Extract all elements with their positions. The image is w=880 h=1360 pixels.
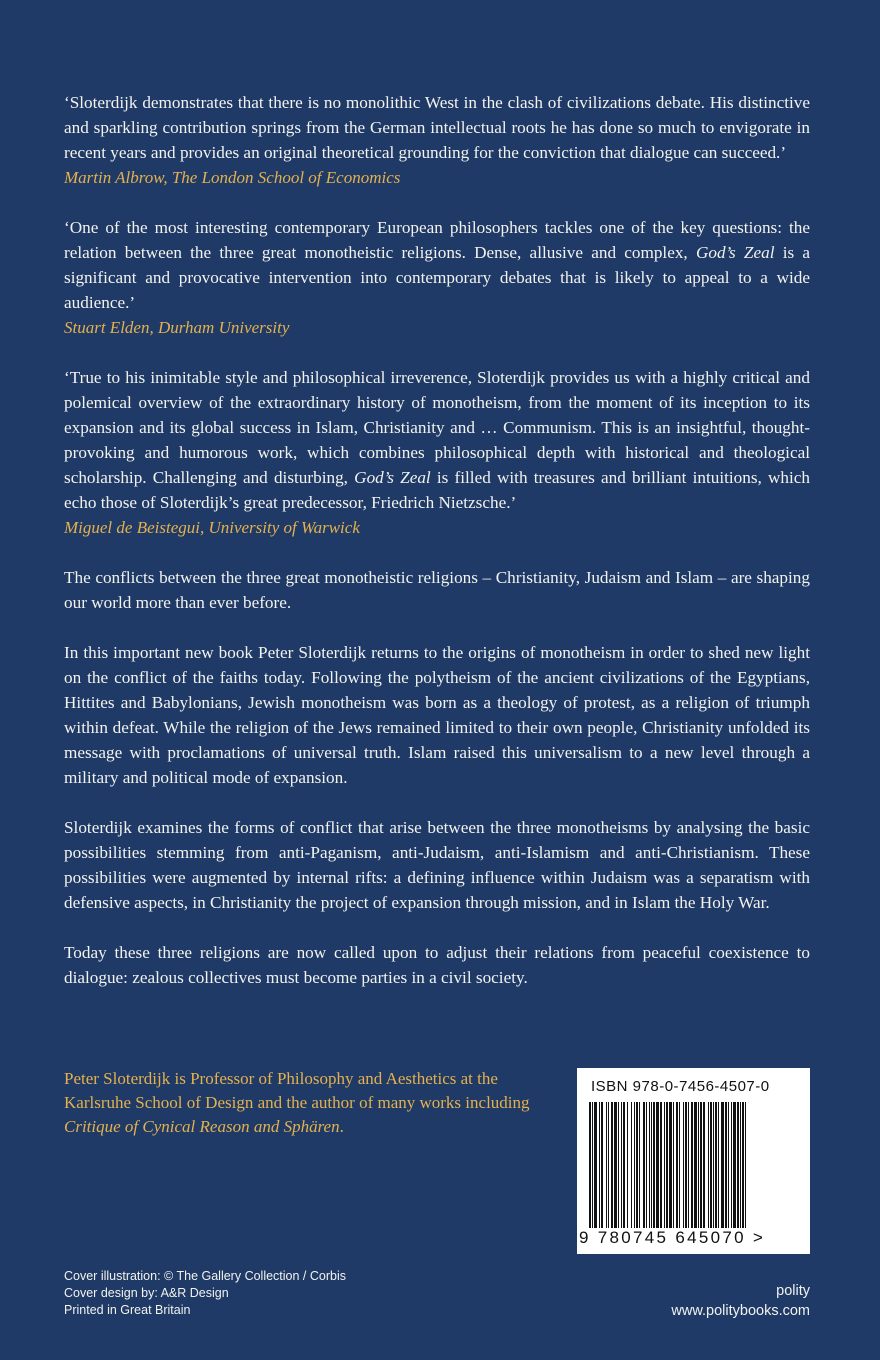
back-cover-text — [64, 90, 810, 1015]
barcode-bar — [618, 1102, 619, 1228]
barcode-bar — [656, 1102, 659, 1228]
barcode-bar — [634, 1102, 635, 1228]
barcode-bar — [740, 1102, 741, 1228]
bio-text: Peter Sloterdijk is Professor of Philosophy and Aesthetics at the Karlsruhe School of Design and the author of many works including — [64, 1069, 530, 1112]
barcode-bar — [631, 1102, 632, 1228]
barcode-bar — [683, 1102, 684, 1228]
barcode-bar — [691, 1102, 693, 1228]
barcode-bar — [742, 1102, 744, 1228]
barcode-bar — [710, 1102, 712, 1228]
credit-printed: Printed in Great Britain — [64, 1303, 191, 1317]
description-paragraph-3 — [64, 815, 810, 915]
barcode-bar — [621, 1102, 622, 1228]
barcode-digits: 9 780745 645070 > — [579, 1228, 766, 1247]
barcode-bar — [715, 1102, 717, 1228]
quote-text-part: is filled with treasures and brilliant intuitions, which echo those of Sloterdijk’s great predecessor, Friedrich Nietzsche.’ — [64, 468, 810, 512]
review-quote-2 — [64, 215, 810, 340]
barcode-bar — [594, 1102, 597, 1228]
publisher-name: polity — [776, 1283, 810, 1299]
description-paragraph-2 — [64, 640, 810, 790]
quote-text — [64, 365, 810, 515]
barcode-bar — [676, 1102, 678, 1228]
barcode-bar — [653, 1102, 655, 1228]
barcode-bar — [673, 1102, 674, 1228]
quote-text — [64, 90, 810, 165]
barcode-bar — [660, 1102, 662, 1228]
quote-attribution: Stuart Elden, Durham University — [64, 318, 290, 337]
quote-text-part: is a significant and provocative intervention into contemporary debates that is likely to appeal to a wide audience.’ — [64, 243, 810, 312]
bio-end: . — [339, 1117, 344, 1136]
quote-attribution: Martin Albrow, The London School of Economics — [64, 168, 401, 187]
barcode-bar — [592, 1102, 593, 1228]
barcode-bar — [718, 1102, 719, 1228]
barcode-bar — [669, 1102, 672, 1228]
credit-design: Cover design by: A&R Design — [64, 1286, 229, 1300]
author-bio — [64, 1067, 564, 1139]
book-title: God’s Zeal — [695, 243, 775, 262]
barcode-bar — [666, 1102, 668, 1228]
barcode-bar — [608, 1102, 609, 1228]
bio-works: Critique of Cynical Reason and Sphären — [64, 1117, 340, 1136]
quote-text-part: ‘One of the most interesting contemporary European philosophers tackles one of the key questions: the relation between the three great monotheistic religions. Dense, allusive and complex, — [64, 218, 810, 262]
barcode-bar — [611, 1102, 613, 1228]
quote-attribution: Miguel de Beistegui, University of Warwick — [64, 518, 360, 537]
barcode-bar — [649, 1102, 650, 1228]
quote-text-part: ‘Sloterdijk demonstrates that there is no monolithic West in the clash of civilizations debate. His distinctive and sparkling contribution springs from the German intellectual roots he has done so much to envigorate in recent years and provides an original theoretical grounding for the conviction that dialogue can succeed.’ — [64, 93, 810, 162]
barcode-bar — [614, 1102, 617, 1228]
credit-illustration: Cover illustration: © The Gallery Collection / Corbis — [64, 1269, 347, 1283]
paragraph-text: Sloterdijk examines the forms of conflict that arise between the three monotheisms by analysing the basic possibilities stemming from anti-Paganism, anti-Judaism, anti-Islamism and anti-Christianism. These possibilities were augmented by internal rifts: a defining influence within Judaism was a separatism with defensive aspects, in Christianity the project of expansion through mission, and in Islam the Holy War. — [64, 818, 810, 912]
publisher-website: www.politybooks.com — [671, 1303, 810, 1319]
barcode-bar — [646, 1102, 647, 1228]
book-title: God’s Zeal — [354, 468, 431, 487]
paragraph-text: Today these three religions are now called upon to adjust their relations from peaceful coexistence to dialogue: zealous collectives must become parties in a civil society. — [64, 943, 810, 987]
barcode-bar — [737, 1102, 739, 1228]
barcode-bar — [745, 1102, 746, 1228]
barcode-bar — [599, 1102, 600, 1228]
barcode-bar — [694, 1102, 697, 1228]
barcode-bar — [679, 1102, 680, 1228]
barcode-bar — [688, 1102, 689, 1228]
barcode-bar — [721, 1102, 724, 1228]
isbn-label: ISBN 978-0-7456-4507-0 — [591, 1078, 770, 1095]
barcode-bar — [664, 1102, 665, 1228]
barcode-bar — [643, 1102, 645, 1228]
barcode-bar — [728, 1102, 729, 1228]
barcode-bar — [651, 1102, 652, 1228]
review-quote-1 — [64, 90, 810, 190]
quote-text — [64, 215, 810, 315]
barcode-bar — [725, 1102, 727, 1228]
barcode-bar — [731, 1102, 732, 1228]
publisher-info — [671, 1281, 810, 1321]
barcode-bar — [601, 1102, 603, 1228]
barcode-bar — [703, 1102, 705, 1228]
barcode-bar — [627, 1102, 628, 1228]
barcode-bar — [623, 1102, 625, 1228]
review-quote-3 — [64, 365, 810, 540]
paragraph-text: The conflicts between the three great monotheistic religions – Christianity, Judaism and Islam – are shaping our world more than ever before. — [64, 568, 810, 612]
barcode-bar — [698, 1102, 699, 1228]
isbn-barcode — [577, 1068, 810, 1254]
cover-credits — [64, 1268, 346, 1319]
barcode-bars — [589, 1102, 799, 1228]
paragraph-text: In this important new book Peter Sloterdijk returns to the origins of monotheism in order to shed new light on the conflict of the faiths today. Following the polytheism of the ancient civilizations of the Egyptians, Hittites and Babylonians, Jewish monotheism was born as a theology of protest, as a religion of triumph within defeat. While the religion of the Jews remained limited to their own people, Christianity unfolded its message with proclamations of universal truth. Islam raised this universalism to a new level through a military and political mode of expansion. — [64, 643, 810, 787]
barcode-bar — [639, 1102, 640, 1228]
barcode-bar — [708, 1102, 709, 1228]
description-paragraph-1 — [64, 565, 810, 615]
barcode-bar — [606, 1102, 607, 1228]
barcode-bar — [589, 1102, 591, 1228]
barcode-bar — [713, 1102, 714, 1228]
barcode-bar — [636, 1102, 638, 1228]
barcode-bar — [685, 1102, 687, 1228]
quote-text-part: ‘True to his inimitable style and philosophical irreverence, Sloterdijk provides us with a highly critical and polemical overview of the extraordinary history of monotheism, from the moment of its inception to its expansion and its global success in Islam, Christianity and … Communism. This is an insightful, thought-provoking and humorous work, which combines philosophical depth with historical and theological scholarship. Challenging and disturbing, — [64, 368, 810, 487]
barcode-bar — [733, 1102, 736, 1228]
barcode-bar — [700, 1102, 702, 1228]
description-paragraph-4 — [64, 940, 810, 990]
